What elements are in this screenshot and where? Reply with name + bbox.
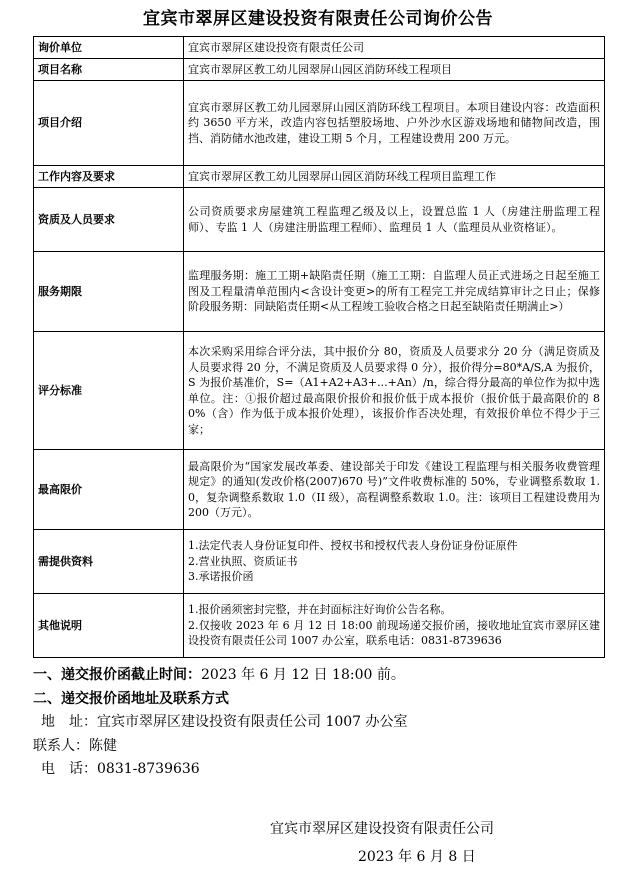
table-row [34, 37, 605, 59]
table-row [34, 530, 605, 594]
address-value: 宜宾市翠屏区建设投资有限责任公司 1007 办公室 [97, 714, 408, 730]
signature-company: 宜宾市翠屏区建设投资有限责任公司 [270, 821, 494, 837]
row-value-line: 3.承诺报价函 [188, 570, 254, 584]
phone-line [33, 758, 613, 782]
table-row [34, 450, 605, 530]
phone-label: 电 话： [41, 761, 97, 777]
row-label: 服务期限 [34, 252, 184, 332]
row-value [184, 594, 605, 658]
row-value-line: 监理服务期：施工工期+缺陷责任期（施工工期：自监理人员正式进场之日起至施工图及工程量清单范围内<含设计变更>的所有工程完工并完成结算审计之日止；保修阶段服务期：同缺陷责任期<从工程竣工验收合格之日起至缺陷责任期满止>） [188, 269, 600, 314]
row-value-line: 2.营业执照、资质证书 [188, 554, 298, 568]
address-label: 地 址： [41, 714, 97, 730]
submission-info [33, 664, 613, 782]
table-row [34, 166, 605, 188]
table-row [34, 594, 605, 658]
row-value [184, 59, 605, 81]
deadline-heading: 一、递交报价函截止时间： [33, 667, 201, 683]
contact-person-label: 联系人： [33, 737, 89, 754]
row-value [184, 188, 605, 252]
contact-heading: 二、递交报价函地址及联系方式 [33, 690, 229, 707]
row-label: 项目介绍 [34, 81, 184, 166]
row-value [184, 37, 605, 59]
row-value-line: 最高限价为“国家发展改革委、建设部关于印发《建设工程监理与相关服务收费管理规定》的通知(发改价格(2007)670 号)”文件收费标准的 50%，专业调整系数取 1.0，复杂调整系数取 1.0（II 级），高程调整系数取 1.0。注：该项目工程建设费用为 200（万元）。 [188, 459, 600, 519]
deadline-value: 2023 年 6 月 12 日 18:00 前。 [201, 667, 405, 683]
row-value-line: 宜宾市翠屏区教工幼儿园翠屏山园区消防环线工程项目。本项目建设内容：改造面积约 3650 平方米，改造内容包括塑胶场地、户外沙水区游戏场地和储物间改造，围挡、消防储水池改建，建设工期 5 个月，工程建设费用 200 万元。 [188, 100, 600, 145]
row-value-line: 1.报价函须密封完整，并在封面标注好询价公告名称。 [188, 603, 452, 617]
row-value [184, 166, 605, 188]
table-row [34, 81, 605, 166]
row-label: 其他说明 [34, 594, 184, 658]
table-row [34, 252, 605, 332]
inquiry-info-table [33, 36, 605, 658]
row-label: 项目名称 [34, 59, 184, 81]
contact-person-line [33, 735, 613, 759]
row-value-line: 宜宾市翠屏区建设投资有限责任公司 [188, 40, 364, 54]
row-label: 需提供资料 [34, 530, 184, 594]
row-label: 评分标准 [34, 332, 184, 450]
row-value [184, 450, 605, 530]
row-label: 工作内容及要求 [34, 166, 184, 188]
row-label: 询价单位 [34, 37, 184, 59]
row-value-line: 宜宾市翠屏区教工幼儿园翠屏山园区消防环线工程项目 [188, 62, 452, 76]
row-value-line: 宜宾市翠屏区教工幼儿园翠屏山园区消防环线工程项目监理工作 [188, 169, 496, 183]
row-value [184, 332, 605, 450]
deadline-line [33, 664, 613, 688]
table-row [34, 332, 605, 450]
row-value-line: 本次采购采用综合评分法，其中报价分 80，资质及人员要求分 20 分（满足资质及人员要求得 20 分，不满足资质及人员要求得 0 分），报价得分=80*A/S,A 为报价，S 为报价基准价，S=（A1+A2+A3+...+An）/n，综合得分最高的单位作为拟中选单位。注：①报价超过最高限价报价和报价低于成本报价（报价低于最高限价的 80%（含）作为低于成本报价处理），该报价作否决处理，有效报价单位不得少于三家； [188, 345, 600, 436]
address-line [33, 711, 613, 735]
row-label: 资质及人员要求 [34, 188, 184, 252]
signature-date: 2023 年 6 月 8 日 [358, 849, 476, 865]
contact-person-value: 陈健 [89, 737, 117, 754]
row-label: 最高限价 [34, 450, 184, 530]
row-value [184, 252, 605, 332]
page-title: 宜宾市翠屏区建设投资有限责任公司询价公告 [143, 9, 493, 29]
row-value [184, 81, 605, 166]
row-value-line: 1.法定代表人身份证复印件、授权书和授权代表人身份证身份证原件 [188, 539, 518, 553]
row-value-line: 2.仅接收 2023 年 6 月 12 日 18:00 前现场递交报价函，接收地址宜宾市翠屏区建设投资有限责任公司 1007 办公室，联系电话：0831-8739636 [188, 618, 600, 648]
row-value [184, 530, 605, 594]
table-row [34, 188, 605, 252]
row-value-line: 公司资质要求房屋建筑工程监理乙级及以上，设置总监 1 人（房建注册监理工程师）、专监 1 人（房建注册监理工程师）、监理员 1 人（监理员从业资格证）。 [188, 205, 600, 234]
phone-value: 0831-8739636 [97, 761, 200, 777]
table-row [34, 59, 605, 81]
